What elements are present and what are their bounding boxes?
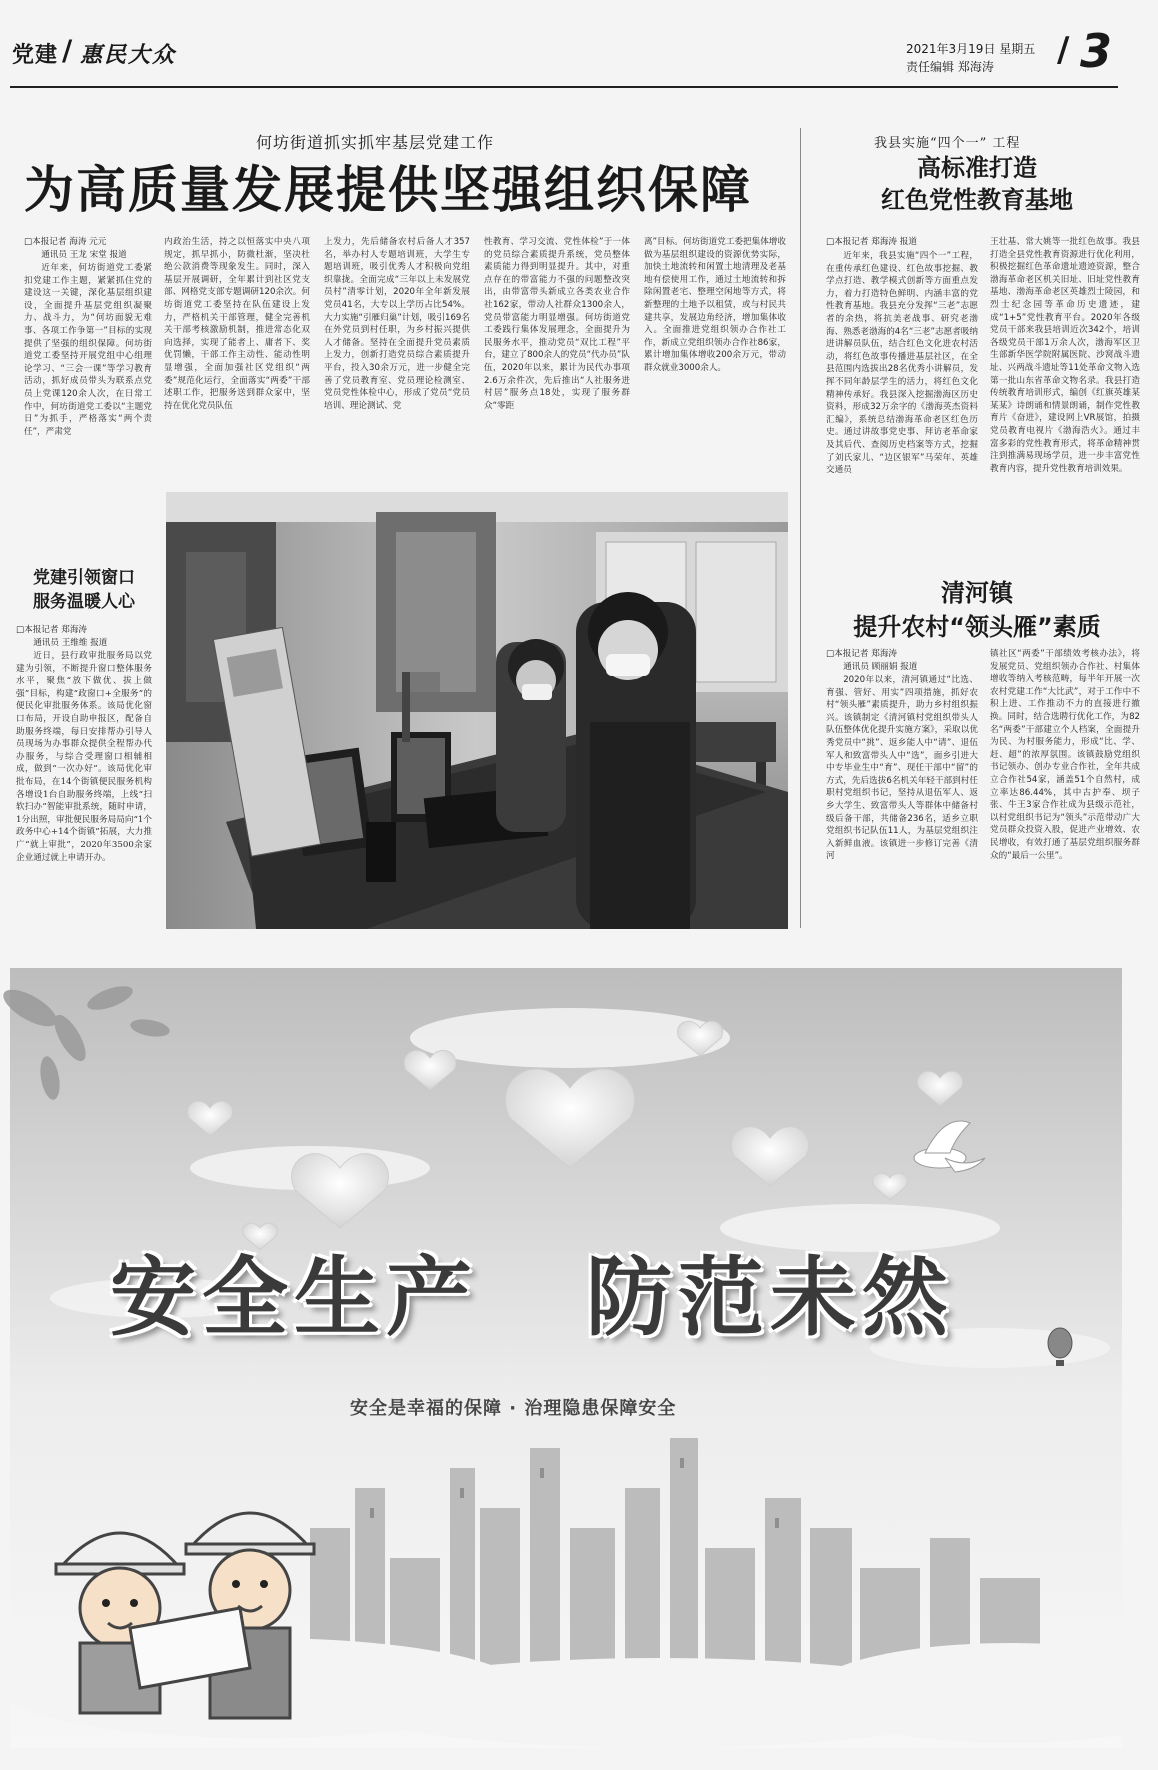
news-photo [166, 492, 788, 929]
section-label: 党建 [12, 42, 59, 68]
main-article-col-3 [324, 236, 470, 428]
main-article-col-2 [164, 236, 310, 428]
right-top-byline: □本报记者 郑海涛 报道 [826, 237, 917, 247]
right-bottom-col-2 [990, 648, 1140, 936]
right-top-headline-line-1: 高标准打造 [917, 154, 1037, 182]
right-top-col-2-text: 王壮基、常大姚等一批红色故事。我县打造全县党性教育资源进行优化利用，积极挖掘红色革命遗址遗迹资源，整合渤海革命老区机关旧址、旧址党性教育基地、渤海革命老区英雄烈士陵园，和烈士纪念园等革命历史遗迹，建成“1+5”党性教育平台。2020年各级党员干部来我县培训近次342个，培训各级党员干部1万余人次，渤海军区卫生部新华医学院附属医院、沙窝战斗遗址、兴两战斗遗址等11处革命文物入选第一批山东省革命文物名录。我县打造传统教育培训形式，编创《红旗英雄某某某》诗朗诵和情景朗诵，制作党性教育片《奋进》，建设网上VR展馆，拍摄党员教育电视片《渤海浩火》。通过丰富多彩的党性教育形式，将革命精神贯注到推满易现场学员，进一步丰富党性教育内容，提升党性教育培训效果。 [990, 237, 1140, 474]
main-article-byline [24, 236, 152, 261]
right-bottom-byline-reporter: □本报记者 郑海涛 [826, 649, 898, 659]
main-byline-reporter: □本报记者 海涛 元元 [24, 237, 107, 247]
right-bottom-headline [812, 576, 1142, 644]
right-top-kicker: 我县实施“四个一” 工程 [874, 136, 1021, 151]
right-top-col-1 [826, 250, 978, 608]
section-divider-icon: / [62, 34, 73, 67]
main-article-headline: 为高质量发展提供坚强组织保障 [24, 161, 752, 219]
main-col-5-text: 离”目标。何坊街道党工委把集体增收做为基层组织建设的资源优势实际，加快土地流转和闲置土地清理及老基地有偿使用工作，通过土地流转和拆除闲置老宅、整理空闲地等方式，将新整理的土地予以租赁，或与村民共建共享，发展边角经济，增加集体收入。全面推进党组织领办合作社工作，新成立党组织领办合作社86家，累计增加集体增收200余万元，带动群众就业3000余人。 [644, 237, 786, 373]
main-col-2-text: 内政治生活，持之以恒落实中央八项规定，抓早抓小，防微杜渐，坚决杜绝公款消费等现象发生。同时，深入基层开展调研，全年累计到社区党支部、网格党支部专题调研120余次。何坊街道党工委坚持在队伍建设上发力，严格机关干部管理，健全完善机关干部考核激励机制，推进常态化双向选择，实现了能者上、庸者下、奖优罚懒，干部工作主动性、能动性明显增强，全面加强社区党组织“两委”规范化运行，全面落实“两委”干部述职工作，把服务送到群众家中，坚持在优化党员队伍 [164, 237, 310, 411]
editor-line: 责任编辑 郑海涛 [906, 60, 994, 74]
main-article-col-1 [24, 262, 152, 437]
main-col-1-text: 近年来，何坊街道党工委紧扣党建工作主题，紧紧抓住党的建设这一关键，深化基层组织建设，全面提升基层党组织凝聚力、战斗力，为“何坊面貌无难事、各项工作争第一”目标的实现提供了坚强的组织保障。何坊街道党工委坚持开展党组中心组理论学习、“三会一课”等学习教育活动，抓好成员带头为联系点党员上党课120余人次，在日常工作中，何坊街道党工委以“主题党日”为抓手，严格落实“两个责任”，严肃党 [24, 263, 152, 437]
left-headline-line-1: 党建引领窗口 [33, 568, 135, 588]
page-divider-icon: / [1057, 30, 1070, 70]
left-byline-reporter: □本报记者 郑海涛 [16, 625, 88, 635]
banner-headline-part-2: 防范未然 [585, 1248, 954, 1348]
left-byline-correspondent: 通讯员 王维维 报道 [33, 637, 108, 648]
right-bottom-byline-correspondent: 通讯员 顾丽娟 报道 [843, 661, 918, 672]
main-article-col-5 [644, 236, 786, 428]
main-col-4-text: 性教育、学习交流、党性体检”于一体的党员综合素质提升系统，党员整体素质能力得到明显提升。其中，对重点存在的带富能力不强的问题整改突出，由带富带头新成立各类农业合作社162家，带动人社群众1300余人，党员带富能力明显增强。何坊街道党工委践行集体发展理念，全面提升为民服务水平，推动党员“双比工程”平台，建立了800余人的党员“代办员”队伍，2020年以来，累计为民代办事项2.6万余件次，先后推出“人社服务进村居”服务点18处，实现了服务群众“零距 [484, 237, 630, 411]
banner-illustration [10, 968, 1122, 1748]
right-top-col-2 [990, 236, 1140, 608]
banner-tagline: 安全是幸福的保障 · 治理隐患保障安全 [350, 1398, 677, 1419]
right-top-col-1-text: 近年来，我县实施“四个一”工程，在重传承红色建设、红色故事挖掘、教学点打造、教学模式创新等方面重点发力，着力打造特色鲜明、内涵丰富的党性教育基地。我县充分发挥“三老”志愿者的余热，将抗美老战事、研究老渤海、熟悉老渤海的4名“三老”志愿者吸纳进讲解员队伍，结合红色文化进农村活动，将红色故事传播进基层社区，在全县范围内选拔出28名优秀小讲解员，发挥不同年龄层学生的活力，将红色文化精神传承好。我县深入挖掘渤海区历史资料，形成32万余字的《渤海英杰资料汇编》，系统总结渤海革命老区红色历史。通过讲故事党史事、拜访老革命家及其后代、查阅历史档案等方式，挖掘了刘氏家儿、“边区银军”马荣年、英雄交通员 [826, 251, 978, 476]
banner-headline [110, 1248, 1010, 1348]
right-column-rule [800, 128, 801, 928]
main-byline-correspondent: 通讯员 王龙 宋堂 报道 [41, 249, 127, 260]
masthead-rule [10, 86, 1118, 88]
section-sub-label: 惠民大众 [80, 42, 177, 68]
left-article-byline [16, 624, 152, 649]
left-article-body [16, 650, 152, 926]
masthead [0, 0, 1158, 92]
main-col-3-text: 上发力，先后储备农村后备人才357名，举办村人专题培训班，大学生专题培训班，吸引优秀人才积极向党组织靠拢。全面完成“三年以上未发展党员村”清零计划，2020年全年新发展党员41名，大专以上学历占比54%。大力实施“引雁归巢”计划，吸引169名在外党员到村任职，为乡村振兴提供人才储备。坚持在全面提升党员素质上发力，创新打造党员综合素质提升平台，投入30余万元，进一步健全完善了党员教育室、党员理论检测室、党员党性体检中心，形成了党员“党员培训、理论测试、党 [324, 237, 470, 411]
office-service-window-photo [166, 492, 788, 929]
right-top-headline [812, 152, 1142, 216]
banner-headline-part-1: 安全生产 [110, 1248, 478, 1348]
right-bottom-col-1-text: 2020年以来，清河镇通过“比选、育强、管好、用实”四项措施，抓好农村“领头雁”素质提升，助力乡村组织振兴。该镇制定《清河镇村党组织带头人队伍整体优化提升实施方案》，采取以优秀党员中“挑”、返乡能人中“请”、退伍军人和致富带头人中“选”，面乡引进大中专毕业生中“育”、现任干部中“留”的方式，先后选拔6名机关年轻干部到村任职村党组织书记，坚持从退伍军人、返乡大学生、致富带头人等群体中储备村级后备干部，共储备236名，适乡立职党组织书记队伍11人，为基层党组织注入新鲜血液。该镇进一步修订完善《清河 [826, 675, 978, 862]
main-article-kicker: 何坊街道抓实抓牢基层党建工作 [256, 133, 495, 152]
right-bottom-col-2-text: 镇社区“两委”干部绩效考核办法》，将发展党员、党组织领办合作社、村集体增收等纳入考核范畴，每半年开展一次农村党建工作“大比武”，对于工作中不积上进、工作推动不力的直接进行撤换。同时，结合选聘行优化工作，为82名“两委”干部建立个人档案，全面提升为民、为村服务能力，形成“比、学、赶、超”的浓厚氛围。该镇鼓励党组织书记领办、创办专业合作社，全年共成立合作社54家，涵盖51个自然村，成立率达86.44%，其中古护奉、坝子张、牛王3家合作社成为县级示范社，以村党组织书记为“领头”示范带动广大党员群众投资入股，促进产业增效、农民增收，有效打通了基层党组织服务群众的“最后一公里”。 [990, 649, 1140, 861]
right-bottom-headline-line-2: 提升农村“领头雁”素质 [853, 613, 1101, 641]
left-article-headline [16, 566, 152, 614]
left-headline-line-2: 服务温暖人心 [33, 592, 135, 612]
left-article-text: 近日，县行政审批服务局以党建为引领，不断提升窗口整体服务水平，聚焦“放下做优、拔上做强”目标，构建“政窗口+全服务”的便民化审批服务体系。该局优化窗口布局，开设自助申报区，配备自助服务终端，每日安排帮办引导人员现场为办事群众提供全程帮办代办服务，与综合受理窗口相辅相成，做到“一次办好”。该局优化审批布局，在14个街镇便民服务机构各增设1台自助服务终端，上线“扫软扫办”智能审批系统，随时申请，1分出照，审批便民服务局局向“1个政务中心+14个街镇”拓展，大力推广“就上审批”，2020年3500余家企业通过就上申请开办。 [16, 651, 152, 863]
right-bottom-byline [826, 648, 978, 673]
right-bottom-col-1 [826, 674, 978, 936]
main-article-col-4 [484, 236, 630, 428]
right-bottom-headline-line-1: 清河镇 [941, 579, 1013, 607]
date-line: 2021年3月19日 星期五 [906, 42, 1036, 56]
safety-banner [10, 968, 1122, 1748]
right-top-headline-line-2: 红色党性教育基地 [881, 186, 1073, 214]
page-number: 3 [1080, 24, 1113, 78]
